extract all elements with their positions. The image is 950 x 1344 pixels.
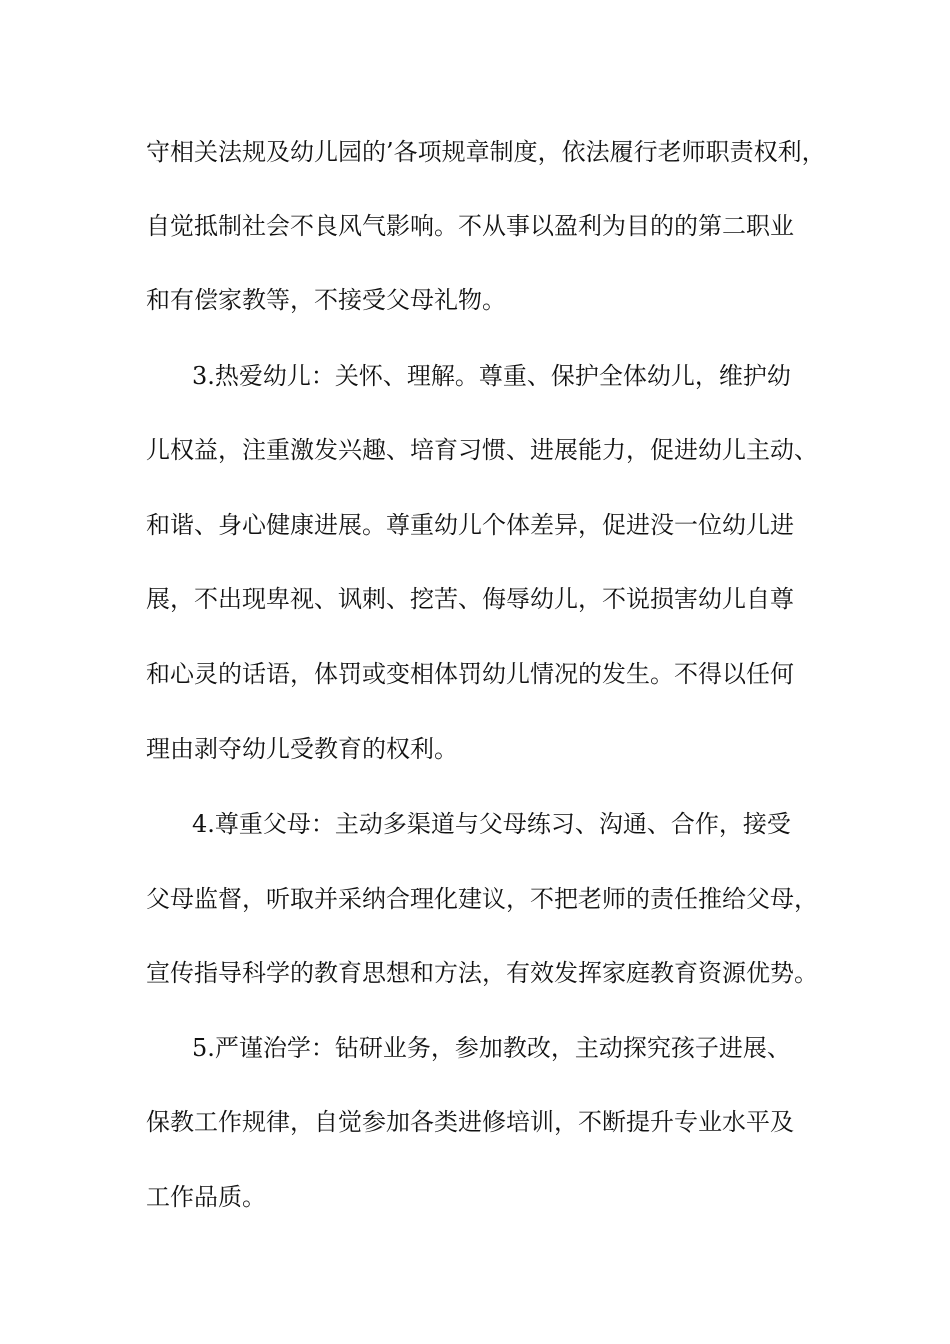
text-line: 守相关法规及幼儿园的’各项规章制度，依法履行老师职责权利， xyxy=(146,138,826,166)
text-line: 和心灵的话语，体罚或变相体罚幼儿情况的发生。不得以任何 xyxy=(146,660,794,688)
text-line: 和谐、身心健康进展。尊重幼儿个体差异，促进没一位幼儿进 xyxy=(146,511,794,539)
paragraph-start-line: 5.严谨治学：钻研业务，参加教改，主动探究孩子进展、 xyxy=(192,1034,791,1062)
text-line: 宣传指导科学的教育思想和方法，有效发挥家庭教育资源优势。 xyxy=(146,959,818,987)
text-line: 展，不出现卑视、讽刺、挖苦、侮辱幼儿，不说损害幼儿自尊 xyxy=(146,585,794,613)
text-line: 理由剥夺幼儿受教育的权利。 xyxy=(146,735,458,763)
text-line: 自觉抵制社会不良风气影响。不从事以盈利为目的的第二职业 xyxy=(146,212,794,240)
text-line: 保教工作规律，自觉参加各类进修培训，不断提升专业水平及 xyxy=(146,1108,794,1136)
text-line: 工作品质。 xyxy=(146,1183,266,1211)
text-line: 父母监督，听取并采纳合理化建议，不把老师的责任推给父母， xyxy=(146,885,818,913)
paragraph-start-line: 3.热爱幼儿：关怀、理解。尊重、保护全体幼儿，维护幼 xyxy=(192,362,791,390)
text-line: 和有偿家教等，不接受父母礼物。 xyxy=(146,286,506,314)
paragraph-start-line: 4.尊重父母：主动多渠道与父母练习、沟通、合作，接受 xyxy=(192,810,791,838)
text-line: 儿权益，注重激发兴趣、培育习惯、进展能力，促进幼儿主动、 xyxy=(146,436,818,464)
